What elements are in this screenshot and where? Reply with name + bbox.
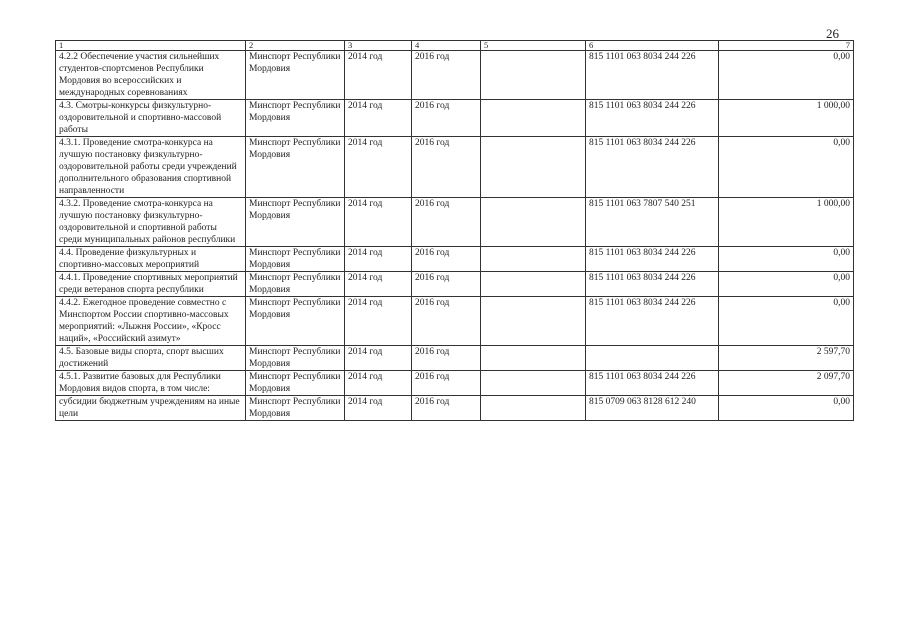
end-year-cell: 2016 год xyxy=(412,198,481,247)
column-5-cell xyxy=(481,346,586,371)
activity-name-cell: 4.3. Смотры-конкурсы физкультурно-оздоровительной и спортивно-массовой работы xyxy=(56,100,246,137)
amount-cell: 2 097,70 xyxy=(719,371,854,396)
program-activities-table xyxy=(55,40,854,421)
end-year-cell: 2016 год xyxy=(412,371,481,396)
end-year-cell: 2016 год xyxy=(412,247,481,272)
budget-code-cell: 815 1101 063 7807 540 251 xyxy=(586,198,719,247)
start-year-cell: 2014 год xyxy=(345,137,412,198)
budget-code-cell: 815 1101 063 8034 244 226 xyxy=(586,272,719,297)
budget-code-cell: 815 0709 063 8128 612 240 xyxy=(586,396,719,421)
budget-code-cell xyxy=(586,346,719,371)
table-row xyxy=(56,198,854,247)
column-header-7: 7 xyxy=(719,41,854,51)
activity-name-cell: 4.4. Проведение физкультурных и спортивно-массовых мероприятий xyxy=(56,247,246,272)
amount-cell: 1 000,00 xyxy=(719,100,854,137)
executor-cell: Минспорт Республики Мордовия xyxy=(246,396,345,421)
start-year-cell: 2014 год xyxy=(345,247,412,272)
activity-name-cell: 4.5. Базовые виды спорта, спорт высших достижений xyxy=(56,346,246,371)
column-5-cell xyxy=(481,137,586,198)
column-5-cell xyxy=(481,51,586,100)
column-5-cell xyxy=(481,198,586,247)
end-year-cell: 2016 год xyxy=(412,137,481,198)
executor-cell: Минспорт Республики Мордовия xyxy=(246,371,345,396)
table-row xyxy=(56,297,854,346)
column-5-cell xyxy=(481,297,586,346)
start-year-cell: 2014 год xyxy=(345,100,412,137)
table-header-row xyxy=(56,41,854,51)
budget-code-cell: 815 1101 063 8034 244 226 xyxy=(586,371,719,396)
activity-name-cell: 4.4.2. Ежегодное проведение совместно с Минспортом России спортивно-массовых мероприятий: «Лыжня России», «Кросс наций», «Российский азимут» xyxy=(56,297,246,346)
executor-cell: Минспорт Республики Мордовия xyxy=(246,297,345,346)
column-header-6: 6 xyxy=(586,41,719,51)
executor-cell: Минспорт Республики Мордовия xyxy=(246,51,345,100)
column-header-5: 5 xyxy=(481,41,586,51)
budget-code-cell: 815 1101 063 8034 244 226 xyxy=(586,247,719,272)
activity-name-cell: 4.2.2 Обеспечение участия сильнейших студентов-спортсменов Республики Мордовия во всероссийских и международных соревнованиях xyxy=(56,51,246,100)
budget-code-cell: 815 1101 063 8034 244 226 xyxy=(586,297,719,346)
amount-cell: 0,00 xyxy=(719,137,854,198)
executor-cell: Минспорт Республики Мордовия xyxy=(246,272,345,297)
amount-cell: 0,00 xyxy=(719,272,854,297)
activity-name-cell: 4.3.2. Проведение смотра-конкурса на лучшую постановку физкультурно-оздоровительной и спортивной работы среди муниципальных районов республики xyxy=(56,198,246,247)
table-row xyxy=(56,346,854,371)
budget-code-cell: 815 1101 063 8034 244 226 xyxy=(586,100,719,137)
budget-code-cell: 815 1101 063 8034 244 226 xyxy=(586,137,719,198)
executor-cell: Минспорт Республики Мордовия xyxy=(246,198,345,247)
amount-cell: 0,00 xyxy=(719,51,854,100)
table-row xyxy=(56,247,854,272)
column-header-3: 3 xyxy=(345,41,412,51)
amount-cell: 0,00 xyxy=(719,297,854,346)
amount-cell: 2 597,70 xyxy=(719,346,854,371)
column-5-cell xyxy=(481,396,586,421)
column-5-cell xyxy=(481,272,586,297)
column-header-4: 4 xyxy=(412,41,481,51)
start-year-cell: 2014 год xyxy=(345,396,412,421)
activity-name-cell: 4.4.1. Проведение спортивных мероприятий среди ветеранов спорта республики xyxy=(56,272,246,297)
activity-name-cell: 4.5.1. Развитие базовых для Республики Мордовия видов спорта, в том числе: xyxy=(56,371,246,396)
executor-cell: Минспорт Республики Мордовия xyxy=(246,247,345,272)
column-5-cell xyxy=(481,371,586,396)
table-row xyxy=(56,51,854,100)
start-year-cell: 2014 год xyxy=(345,51,412,100)
end-year-cell: 2016 год xyxy=(412,346,481,371)
end-year-cell: 2016 год xyxy=(412,51,481,100)
executor-cell: Минспорт Республики Мордовия xyxy=(246,137,345,198)
activity-name-cell: 4.3.1. Проведение смотра-конкурса на лучшую постановку физкультурно-оздоровительной работы среди учреждений дополнительного образования спортивной направленности xyxy=(56,137,246,198)
table-row xyxy=(56,272,854,297)
start-year-cell: 2014 год xyxy=(345,272,412,297)
page-number: 26 xyxy=(826,26,839,41)
table-row xyxy=(56,396,854,421)
budget-code-cell: 815 1101 063 8034 244 226 xyxy=(586,51,719,100)
start-year-cell: 2014 год xyxy=(345,198,412,247)
end-year-cell: 2016 год xyxy=(412,100,481,137)
start-year-cell: 2014 год xyxy=(345,371,412,396)
column-5-cell xyxy=(481,100,586,137)
activity-name-cell: субсидии бюджетным учреждениям на иные цели xyxy=(56,396,246,421)
amount-cell: 1 000,00 xyxy=(719,198,854,247)
start-year-cell: 2014 год xyxy=(345,297,412,346)
amount-cell: 0,00 xyxy=(719,396,854,421)
column-5-cell xyxy=(481,247,586,272)
amount-cell: 0,00 xyxy=(719,247,854,272)
end-year-cell: 2016 год xyxy=(412,396,481,421)
column-header-2: 2 xyxy=(246,41,345,51)
column-header-1: 1 xyxy=(56,41,246,51)
end-year-cell: 2016 год xyxy=(412,272,481,297)
executor-cell: Минспорт Республики Мордовия xyxy=(246,346,345,371)
table-row xyxy=(56,137,854,198)
table-row xyxy=(56,371,854,396)
executor-cell: Минспорт Республики Мордовия xyxy=(246,100,345,137)
start-year-cell: 2014 год xyxy=(345,346,412,371)
end-year-cell: 2016 год xyxy=(412,297,481,346)
table-row xyxy=(56,100,854,137)
